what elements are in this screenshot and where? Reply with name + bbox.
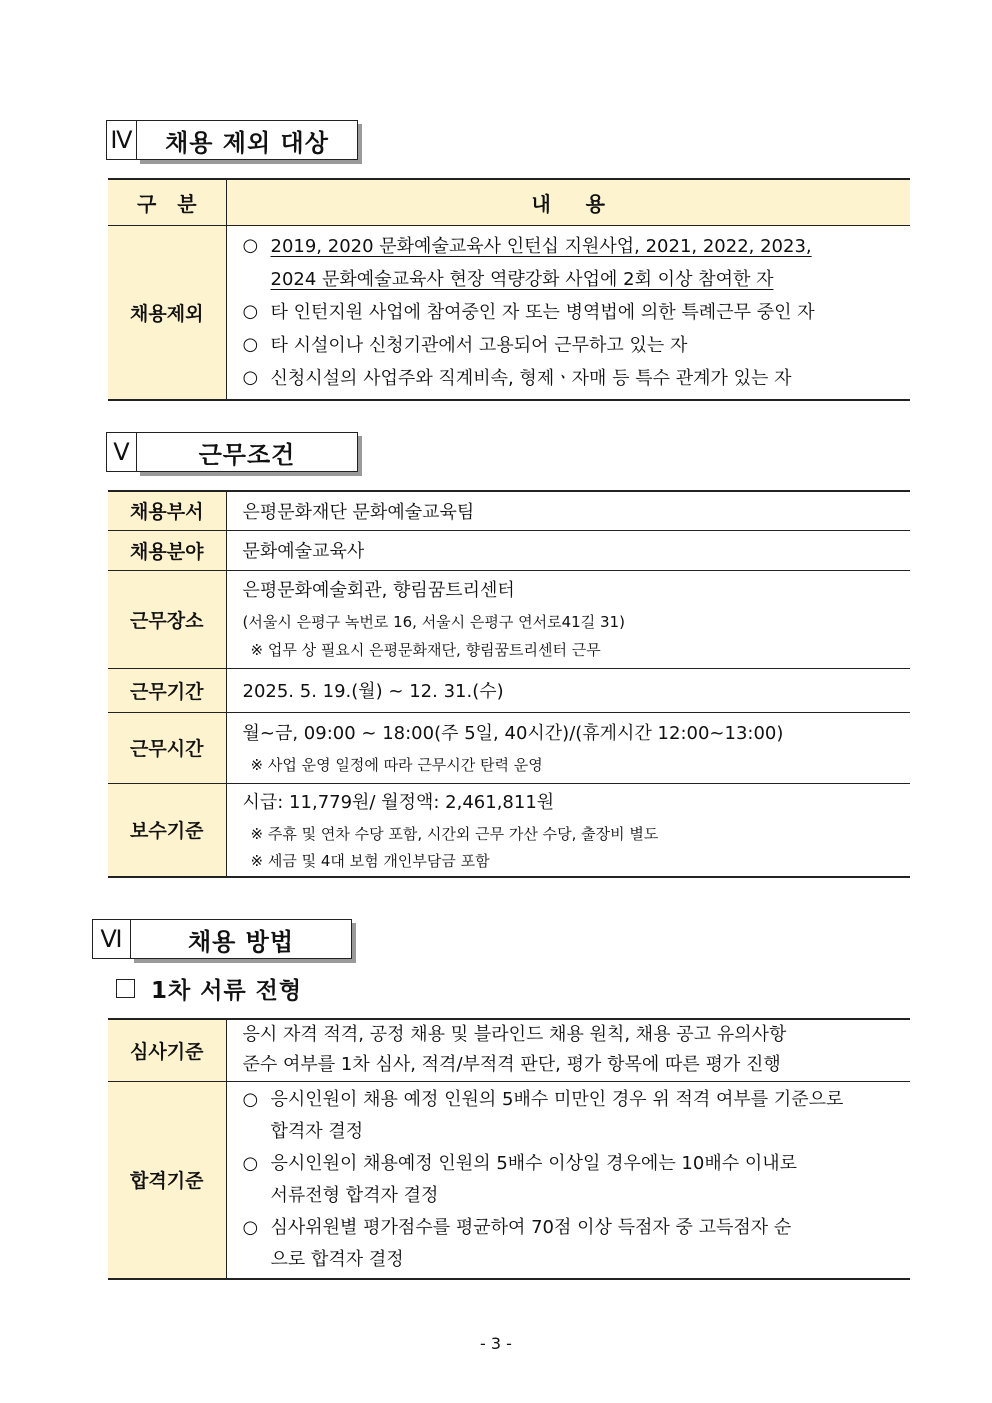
conditions-table bbox=[108, 490, 910, 878]
table-row: 채용부서 은평문화재단 문화예술교육팀 bbox=[108, 491, 910, 530]
section-title: 채용 제외 대상 bbox=[136, 120, 358, 160]
table-row: 심사기준 응시 자격 적격, 공정 채용 및 블라인드 채용 원칙, 채용 공고 유의사항 준수 여부를 1차 심사, 적격/부적격 판단, 평가 항목에 따른 평가 진행 bbox=[108, 1019, 910, 1081]
list-item: ○ 2019, 2020 문화예술교육사 인턴십 지원사업, 2021, 2022, 2023, 2024 문화예술교육사 현장 역량강화 사업에 2회 이상 참여한 자 bbox=[243, 230, 903, 296]
section-title: 근무조건 bbox=[136, 432, 358, 472]
table-row: 보수기준 시급: 11,779원/ 월정액: 2,461,811원 ※ 주휴 및 연차 수당 포함, 시간외 근무 가산 수당, 출장비 별도 ※ 세금 및 4대 보험 개인부담금 포함 bbox=[108, 783, 910, 877]
circle-bullet-icon: ○ bbox=[242, 300, 259, 322]
circle-bullet-icon: ○ bbox=[242, 1152, 259, 1174]
header-category: 구 분 bbox=[108, 179, 226, 225]
section-number: Ⅴ bbox=[106, 432, 136, 472]
circle-bullet-icon: ○ bbox=[242, 366, 259, 388]
table-row: 채용분야 문화예술교육사 bbox=[108, 530, 910, 570]
exclusion-table bbox=[108, 178, 910, 401]
list-item: ○ 응시인원이 채용 예정 인원의 5배수 미만인 경우 위 적격 여부를 기준으로 합격자 결정 bbox=[243, 1084, 903, 1148]
header-content: 내 용 bbox=[226, 179, 910, 225]
page-number: - 3 - bbox=[480, 1334, 512, 1353]
checkbox-square-icon bbox=[116, 979, 135, 998]
list-item: ○ 응시인원이 채용예정 인원의 5배수 이상일 경우에는 10배수 이내로 서류전형 합격자 결정 bbox=[243, 1148, 903, 1212]
circle-bullet-icon: ○ bbox=[242, 1088, 259, 1110]
table-row: 근무기간 2025. 5. 19.(월) ~ 12. 31.(수) bbox=[108, 668, 910, 712]
circle-bullet-icon: ○ bbox=[242, 333, 259, 355]
section-number: Ⅳ bbox=[106, 120, 136, 160]
exclusion-content bbox=[226, 225, 910, 400]
list-item: ○ 심사위원별 평가점수를 평균하여 70점 이상 득점자 중 고득점자 순 으로 합격자 결정 bbox=[243, 1212, 903, 1276]
circle-bullet-icon: ○ bbox=[242, 1216, 259, 1238]
table-row: 근무시간 월~금, 09:00 ~ 18:00(주 5일, 40시간)/(휴게시간 12:00~13:00) ※ 사업 운영 일정에 따라 근무시간 탄력 운영 bbox=[108, 712, 910, 783]
section-number: Ⅵ bbox=[92, 919, 130, 959]
table-row: 근무장소 은평문화예술회관, 향림꿈트리센터 (서울시 은평구 녹번로 16, 서울시 은평구 연서로41길 31) ※ 업무 상 필요시 은평문화재단, 향림꿈트리센터 근무 bbox=[108, 570, 910, 668]
list-item: ○ 신청시설의 사업주와 직계비속, 형제ㆍ자매 등 특수 관계가 있는 자 bbox=[243, 362, 903, 395]
list-item: ○ 타 시설이나 신청기관에서 고용되어 근무하고 있는 자 bbox=[243, 329, 903, 362]
section-title: 채용 방법 bbox=[130, 919, 352, 959]
table-row: 합격기준 ○ 응시인원이 채용 예정 인원의 5배수 미만인 경우 위 적격 여부를 기준으로 합격자 결정 ○ 응시인원이 채용예정 인원의 5배수 이상일 경우에는 10배수 이내로 서류전형 합격자 결정 ○ 심사위원별 평가점수를 평균하여 70점 이상 득점자 중 고득점자 순 으로 합격자 결정 bbox=[108, 1081, 910, 1279]
exclusion-label: 채용제외 bbox=[108, 225, 226, 400]
subsection-title: 1차 서류 전형 bbox=[116, 972, 302, 1005]
method-table bbox=[108, 1018, 910, 1280]
list-item: ○ 타 인턴지원 사업에 참여중인 자 또는 병역법에 의한 특례근무 중인 자 bbox=[243, 296, 903, 329]
circle-bullet-icon: ○ bbox=[242, 234, 259, 256]
